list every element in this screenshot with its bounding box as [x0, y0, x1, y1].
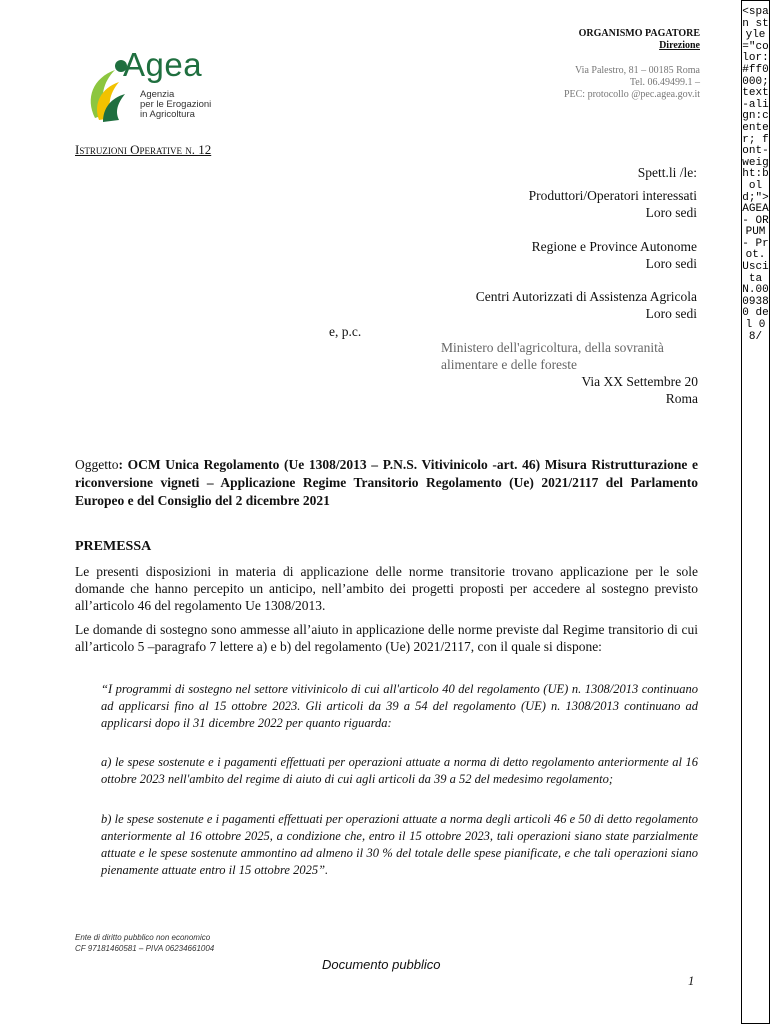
footer-cf-line: CF 97181460581 – PIVA 06234661004 — [75, 944, 215, 953]
premessa-paragraph-2: Le domande di sostegno sono ammesse all’aiuto in applicazione delle norme previste dal Regime transitorio di cui all’articolo 5 –paragrafo 7 lettere a) e b) del regolamento (Ue) 2021/2117, con il quale si dispone: — [75, 622, 698, 654]
recipient-2-sub: Loro sedi — [645, 256, 697, 271]
footer-ente-line: Ente di diritto pubblico non economico — [75, 933, 211, 942]
agea-brand-name: Agea — [123, 46, 203, 83]
recipient-2-name: Regione e Province Autonome — [531, 239, 697, 254]
dept-name: Direzione — [659, 40, 700, 51]
agea-logo — [85, 48, 235, 128]
recipient-caa — [476, 288, 697, 322]
recipient-1-sub: Loro sedi — [645, 205, 697, 220]
protocol-sidebar — [741, 0, 770, 1024]
footer-documento-pubblico: Documento pubblico — [322, 957, 441, 972]
recipient-1-name: Produttori/Operatori interessati — [528, 188, 697, 203]
oggetto-text: OCM Unica Regolamento (Ue 1308/2013 – P.N.S. Vitivinicolo -art. 46) Misura Ristrutturazione e riconversione vigneti – Applicazione Regime Transitorio Regolamento (Ue) 2021/2117 del Parlamento Europeo e del Consiglio del 2 dicembre 2021 — [75, 457, 698, 508]
recipient-4-address: Via XX Settembre 20 — [581, 374, 698, 389]
recipient-4-line2: alimentare e delle foreste — [441, 357, 578, 372]
istruzioni-operative: Istruzioni Operative n. 12 — [75, 142, 212, 157]
recipient-3-sub: Loro sedi — [645, 306, 697, 321]
address: Via Palestro, 81 – 00185 Roma — [575, 65, 700, 76]
oggetto-block: Oggetto: OCM Unica Regolamento (Ue 1308/2013 – P.N.S. Vitivinicolo -art. 46) Misura Ristrutturazione e riconversione vigneti – Applicazione Regime Transitorio Regolamento (Ue) 2021/2117 del Parlamento Europeo e del Consiglio del 2 dicembre 2021 — [75, 457, 698, 508]
recipients-intro: Spett.li /le: — [637, 165, 697, 180]
recipient-4-city: Roma — [665, 391, 698, 406]
premessa-paragraph-1: Le presenti disposizioni in materia di applicazione delle norme transitorie trovano applicazione per le sole domande che hanno percepito un anticipo, nell’ambito dei progetti proposti per accedere al sostegno previsto all’articolo 46 del regolamento Ue 1308/2013. — [75, 564, 698, 613]
quote-paragraph-a: a) le spese sostenute e i pagamenti effettuati per operazioni attuate a norma di detto regolamento anteriormente al 16 ottobre 2023 nell'ambito del regime di aiuto di cui agli articoli da 39 a 52 del medesimo regolamento; — [101, 755, 698, 786]
epc-label: e, p.c. — [329, 324, 362, 339]
pec-address: PEC: protocollo @pec.agea.gov.it — [563, 89, 700, 100]
page-number: 1 — [688, 974, 695, 988]
agea-subtitle: Agenzia per le Erogazioni in Agricoltura — [140, 89, 212, 120]
recipient-3-name: Centri Autorizzati di Assistenza Agricola — [475, 289, 697, 304]
quote-paragraph-b: b) le spese sostenute e i pagamenti effettuati per operazioni attuate a norma degli articoli 46 e 50 di detto regolamento anteriormente al 16 ottobre 2025, a condizione che, entro il 15 ottobre 2023, tali operazioni siano state parzialmente attuate e le spese sostenute ammontino ad almeno il 30 % del totale delle spese pianificate, e che tali operazioni siano pienamente attuate entro il 15 ottobre 2025”. — [101, 812, 698, 877]
org-name: ORGANISMO PAGATORE — [578, 28, 700, 39]
protocol-sidebar-text: <span style="color:#ff0000; text-align:center; font-weight:bold;">AGEA - ORPUM - Prot. Uscita N.0009380 del 08/ — [742, 6, 769, 343]
recipient-produttori — [529, 187, 697, 221]
header-right — [564, 28, 700, 101]
quote-paragraph-1: “I programmi di sostegno nel settore vitivinicolo di cui all'articolo 40 del regolamento (UE) n. 1308/2013 continuano ad applicarsi fino al 15 ottobre 2023. Gli articoli da 39 a 54 del regolamento (UE) n. 1308/2013 continuano ad applicarsi dopo il 31 dicembre 2022 per quanto riguarda: — [101, 682, 698, 730]
oggetto-label: Oggetto — [75, 457, 119, 472]
recipient-regioni — [532, 238, 697, 272]
telephone: Tel. 06.49499.1 – — [629, 77, 700, 88]
recipient-ministero — [441, 339, 698, 407]
footer-ente — [75, 932, 214, 954]
recipient-4-line1: Ministero dell'agricoltura, della sovranità — [441, 340, 664, 355]
premessa-title: PREMESSA — [75, 539, 152, 554]
